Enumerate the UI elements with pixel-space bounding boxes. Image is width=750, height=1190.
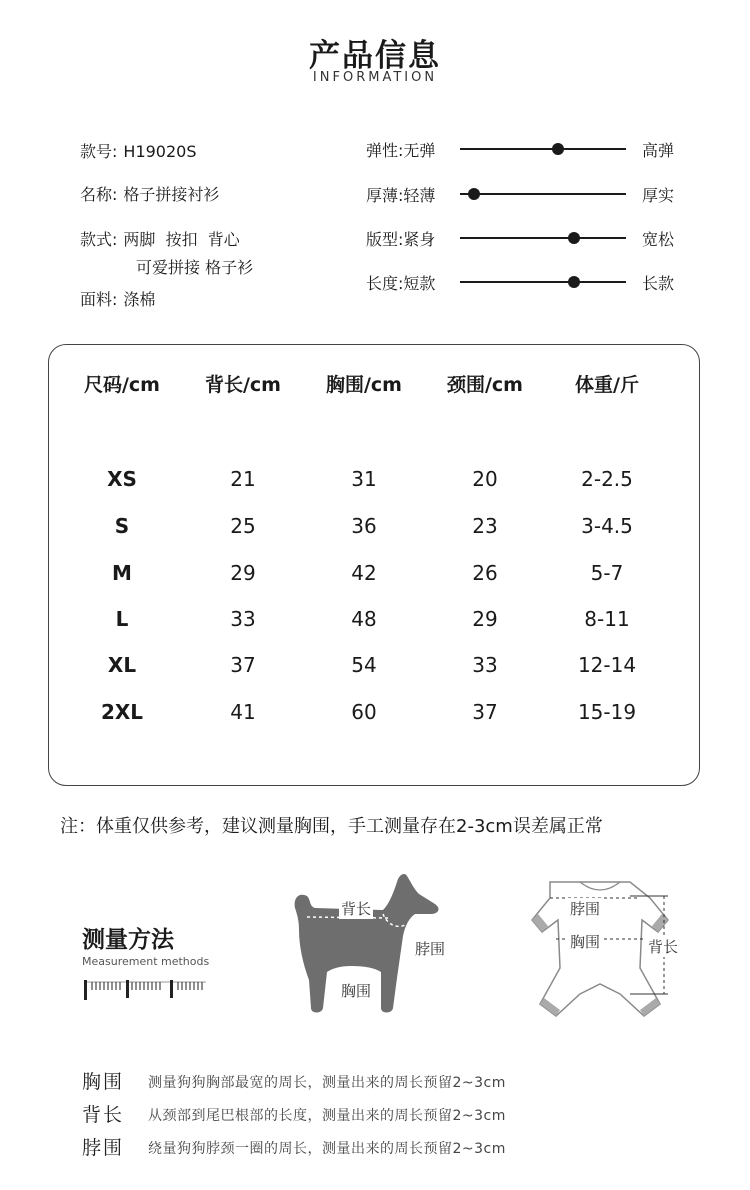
definition-term: 胸围: [82, 1071, 125, 1093]
info-style-value: 两脚 按扣 背心: [123, 230, 240, 249]
table-cell: 36: [351, 514, 377, 538]
dog-label-chest: 胸围: [341, 982, 372, 1000]
info-fabric-value: 涤棉: [123, 290, 156, 309]
table-size-cell: XS: [107, 467, 137, 491]
table-size-cell: M: [112, 561, 132, 585]
table-cell: 37: [230, 653, 256, 677]
scale-right-label: 厚实: [642, 186, 675, 205]
dog-label-neck: 脖围: [415, 940, 446, 958]
table-cell: 33: [472, 653, 498, 677]
table-cell: 33: [230, 607, 256, 631]
scale-marker: [468, 188, 480, 200]
definition-desc: 绕量狗狗脖颈一圈的周长，测量出来的周长预留2~3cm: [148, 1141, 506, 1157]
table-header-cell: 背长/cm: [204, 374, 281, 396]
measurement-subtitle: Measurement methods: [82, 955, 210, 968]
table-header-cell: 胸围/cm: [325, 374, 402, 396]
table-header-cell: 体重/斤: [575, 374, 639, 396]
info-style-no-label: 款号:: [80, 142, 118, 161]
table-size-cell: XL: [107, 653, 137, 677]
page-subtitle: INFORMATION: [312, 70, 438, 85]
garment-illustration: [510, 876, 690, 1026]
info-style-no-value: H19020S: [123, 142, 197, 161]
scale-right-label: 高弹: [642, 141, 675, 160]
info-style: [80, 227, 240, 250]
definition-desc: 测量狗狗胸部最宽的周长，测量出来的周长预留2~3cm: [148, 1075, 506, 1091]
info-fabric-label: 面料:: [80, 290, 118, 309]
info-style-label: 款式:: [80, 230, 118, 249]
info-name: [80, 182, 219, 205]
scale-marker: [568, 232, 580, 244]
scale-left-label: 长度:短款: [366, 274, 436, 293]
definition-term: 脖围: [82, 1137, 125, 1159]
scale-right-label: 长款: [642, 274, 675, 293]
table-cell: 29: [472, 607, 498, 631]
table-size-cell: L: [115, 607, 129, 631]
table-cell: 41: [230, 700, 256, 724]
scale-left-label: 版型:紧身: [366, 230, 436, 249]
table-cell: 15-19: [577, 700, 637, 724]
table-cell: 12-14: [577, 653, 637, 677]
info-style-value-cont: 可爱拼接 格子衫: [136, 258, 254, 277]
table-cell: 54: [351, 653, 377, 677]
table-cell: 3-4.5: [581, 514, 633, 538]
scale-left-label: 弹性:无弹: [366, 141, 436, 160]
table-header-cell: 颈围/cm: [446, 374, 523, 396]
scale-track: [460, 148, 626, 150]
table-cell: 42: [351, 561, 377, 585]
table-cell: 21: [230, 467, 256, 491]
scale-track: [460, 237, 626, 239]
scale-left-label: 厚薄:轻薄: [366, 186, 436, 205]
table-cell: 25: [230, 514, 256, 538]
scale-marker: [552, 143, 564, 155]
table-cell: 20: [472, 467, 498, 491]
garment-label-back: 背长: [648, 938, 679, 956]
table-cell: 23: [472, 514, 498, 538]
table-cell: 48: [351, 607, 377, 631]
scale-track: [460, 281, 626, 283]
garment-label-chest: 胸围: [570, 933, 601, 951]
scale-track: [460, 193, 626, 195]
definition-desc: 从颈部到尾巴根部的长度，测量出来的周长预留2~3cm: [148, 1108, 506, 1124]
dog-illustration: [285, 868, 455, 1028]
page-title: 产品信息: [309, 38, 441, 74]
table-cell: 60: [351, 700, 377, 724]
table-size-cell: 2XL: [100, 700, 144, 724]
table-cell: 31: [351, 467, 377, 491]
ruler-icon: [82, 974, 212, 1008]
garment-label-neck: 脖围: [570, 900, 601, 918]
scale-marker: [568, 276, 580, 288]
dog-label-back: 背长: [341, 900, 372, 918]
table-cell: 8-11: [584, 607, 630, 631]
table-cell: 5-7: [590, 561, 624, 585]
table-header-cell: 尺码/cm: [83, 374, 160, 396]
table-cell: 37: [472, 700, 498, 724]
info-fabric: [80, 287, 155, 310]
table-size-cell: S: [114, 514, 130, 538]
table-cell: 29: [230, 561, 256, 585]
info-style-no: [80, 139, 197, 162]
size-note: 注：体重仅供参考，建议测量胸围，手工测量存在2-3cm误差属正常: [60, 816, 603, 837]
info-name-label: 名称:: [80, 185, 118, 204]
table-cell: 26: [472, 561, 498, 585]
info-name-value: 格子拼接衬衫: [123, 185, 220, 204]
definition-term: 背长: [82, 1104, 125, 1126]
measurement-title: 测量方法: [82, 927, 174, 953]
table-cell: 2-2.5: [581, 467, 633, 491]
scale-right-label: 宽松: [642, 230, 675, 249]
